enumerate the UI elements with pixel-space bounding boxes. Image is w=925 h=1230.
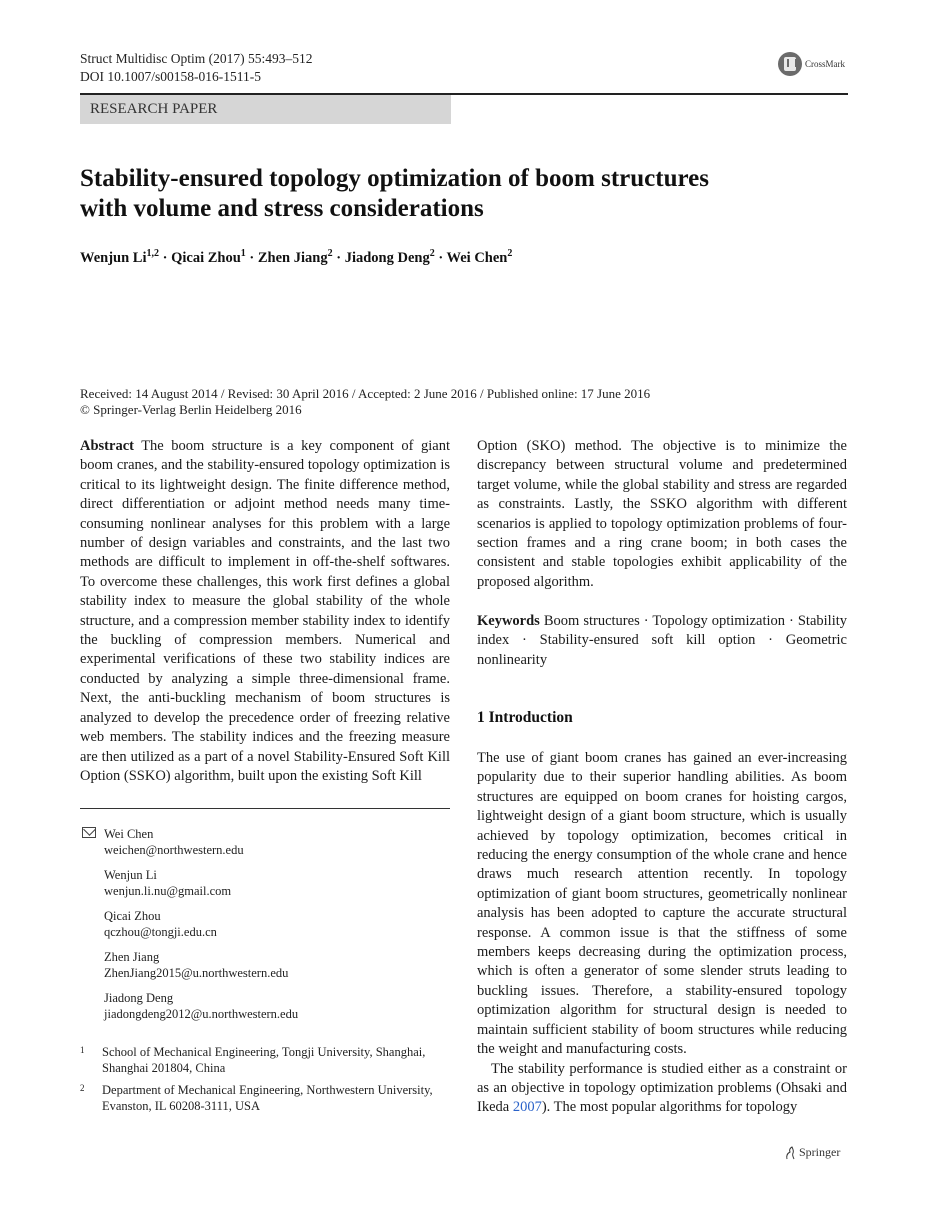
contact-email[interactable]: ZhenJiang2015@u.northwestern.edu bbox=[104, 966, 289, 980]
contact-name: Wei Chen bbox=[104, 827, 154, 841]
author[interactable]: Wei Chen$^2$ bbox=[446, 248, 513, 266]
crossmark-label: CrossMark bbox=[805, 59, 845, 69]
copyright: © Springer-Verlag Berlin Heidelberg 2016 bbox=[80, 402, 302, 417]
keywords bbox=[477, 612, 847, 670]
contact-corresponding bbox=[82, 826, 298, 858]
author-list bbox=[80, 248, 512, 267]
contact-name: Jiadong Deng bbox=[104, 991, 174, 1005]
abstract-left bbox=[80, 437, 450, 786]
journal-meta bbox=[80, 50, 313, 86]
doi[interactable]: DOI 10.1007/s00158-016-1511-5 bbox=[80, 69, 261, 84]
contact-email[interactable]: jiadongdeng2012@u.northwestern.edu bbox=[104, 1007, 299, 1021]
contact-name: Zhen Jiang bbox=[104, 950, 160, 964]
affiliation bbox=[80, 1082, 450, 1114]
abstract-text-right: Option (SKO) method. The objective is to minimize the discrepancy between structural volume and predetermined target volume, while the global stability and stress are regarded as constraints. Lastly, the SSKO algorithm with different scenarios is applied to topology optimization problems of four-section frames and a ring crane boom; in both cases the consistent and stable topologies exhibit applicability of the proposed algorithm. bbox=[477, 438, 847, 590]
publisher-name: Springer bbox=[799, 1145, 841, 1159]
history-dates: Received: 14 August 2014 / Revised: 30 April 2016 / Accepted: 2 June 2016 / Published online: 17 June 2016 bbox=[80, 386, 651, 401]
title-line-2: with volume and stress considerations bbox=[80, 195, 484, 222]
intro-paragraph-2: The stability performance is studied either as a constraint or as an objective in topology optimization problems (Ohsaki and Ikeda 2007). The most popular algorithms for topology bbox=[477, 1060, 847, 1116]
abstract-right bbox=[477, 437, 847, 592]
envelope-icon bbox=[82, 827, 96, 838]
springer-horse-icon bbox=[784, 1146, 796, 1160]
publisher-logo bbox=[784, 1145, 840, 1160]
journal-citation: Struct Multidisc Optim (2017) 55:493–512 bbox=[80, 51, 313, 66]
citation-link[interactable]: 2007 bbox=[512, 1099, 542, 1116]
title-line-1: Stability-ensured topology optimization of boom structures bbox=[80, 165, 709, 192]
paper-title bbox=[80, 164, 840, 224]
crossmark-badge[interactable] bbox=[778, 52, 845, 76]
author-separator: · bbox=[162, 249, 172, 266]
abstract-label: Abstract bbox=[80, 438, 134, 454]
affiliation-number: 1 bbox=[80, 1045, 85, 1055]
contact-name: Wenjun Li bbox=[104, 868, 157, 882]
contact-name: Qicai Zhou bbox=[104, 909, 161, 923]
affiliation-text: School of Mechanical Engineering, Tongji University, Shanghai, Shanghai 201804, China bbox=[102, 1045, 426, 1075]
intro-paragraph-1: The use of giant boom cranes has gained an ever-increasing popularity due to their superior handling abilities. As boom structures are equipped on boom cranes for hoisting cargos, lightweight design of a giant boom structure, which is usually achieved by topology optimization, becomes critical in reducing the energy consumption of the whole crane and hence draws much research attention recently. In topology optimization of giant boom structures, geometrically nonlinear analysis has been adopted to capture the accurate structural response. A common issue is that the stiffness of some members keeps decreasing during the optimization process, which is often a generator of some slender struts leading to buckling issues. Therefore, a stability-ensured topology optimization algorithm for structural design is needed to maintain sufficient stability of boom structures while reducing the weight and manufacturing costs. bbox=[477, 750, 847, 1058]
footnote-rule bbox=[80, 808, 450, 809]
author-separator: · bbox=[438, 249, 447, 266]
author[interactable]: Zhen Jiang$^2$ bbox=[257, 248, 333, 266]
contact bbox=[82, 867, 298, 899]
author[interactable]: Jiadong Deng$^2$ bbox=[344, 248, 435, 266]
contact-email[interactable]: qczhou@tongji.edu.cn bbox=[104, 925, 217, 939]
affiliation bbox=[80, 1044, 450, 1076]
contact-email[interactable]: wenjun.li.nu@gmail.com bbox=[104, 884, 232, 898]
author[interactable]: Qicai Zhou$^1$ bbox=[171, 248, 246, 266]
author[interactable]: Wenjun Li$^{1,2}$ bbox=[80, 248, 159, 266]
contact bbox=[82, 908, 298, 940]
affiliation-text: Department of Mechanical Engineering, Northwestern University, Evanston, IL 60208-3111, USA bbox=[102, 1083, 433, 1113]
contact bbox=[82, 949, 298, 981]
introduction-body bbox=[477, 749, 847, 1118]
author-separator: · bbox=[336, 249, 345, 266]
affiliations bbox=[80, 1044, 450, 1120]
abstract-text-left: The boom structure is a key component of giant boom cranes, and the stability-ensured topology optimization is critical to its lightweight design. The finite difference method, direct differentiation or adjoint method needs many time-consuming nonlinear analyses for this problem with a large number of design variables and constraints, and the last two methods are difficult to implement in off-the-shelf softwares. To overcome these challenges, this work first defines a global stability index to measure the global stability of the whole structure, and a compression member stability index to identify the buckling of compression members. Numerical and experimental verifications of these two stability indices are conducted by analyzing a simple three-dimensional frame. Next, the anti-buckling mechanism of boom structures is analyzed to develop the precedence order of freezing relative web members. The stability indices and the freezing measure are then utilized as a part of a novel Stability-Ensured Soft Kill Option (SSKO) algorithm, built upon the existing Soft Kill bbox=[80, 438, 450, 784]
keywords-label: Keywords bbox=[477, 613, 540, 629]
crossmark-icon bbox=[778, 52, 802, 76]
contact bbox=[82, 990, 298, 1022]
contact-email[interactable]: weichen@northwestern.edu bbox=[104, 843, 244, 857]
affiliation-number: 2 bbox=[80, 1083, 85, 1093]
author-separator: · bbox=[249, 249, 258, 266]
article-type-banner bbox=[80, 95, 451, 124]
keywords-text: Boom structures · Topology optimization · Stability index · Stability-ensured soft kill option · Geometric nonlinearity bbox=[477, 613, 848, 668]
article-history bbox=[80, 386, 650, 418]
author-contacts bbox=[82, 826, 298, 1031]
article-type-label: RESEARCH PAPER bbox=[90, 101, 218, 117]
section-heading: 1 Introduction bbox=[477, 709, 573, 726]
